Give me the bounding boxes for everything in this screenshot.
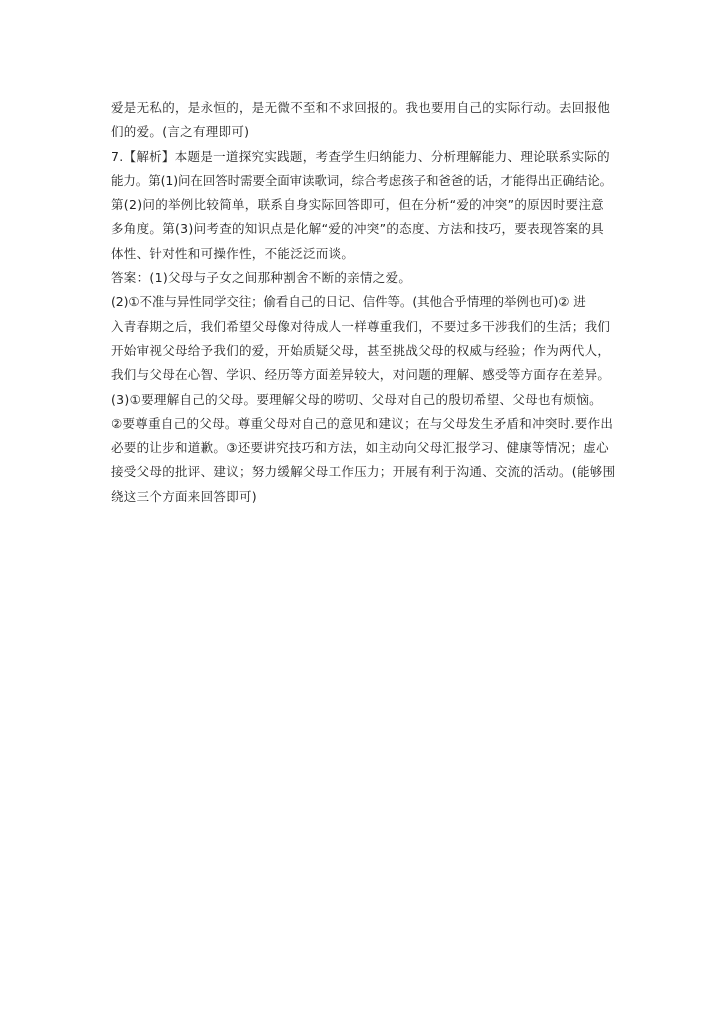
text-line-17: 绕这三个方面来回答即可)	[111, 488, 257, 504]
text-line-2: 们的爱。(言之有理即可)	[111, 124, 250, 140]
text-line-9: (2)①不准与异性同学交往；偷看自己的日记、信件等。(其他合乎情理的举例也可)② 进	[111, 294, 586, 310]
text-line-7: 体性、针对性和可操作性，不能泛泛而谈。	[111, 245, 355, 261]
text-line-3: 7.【解析】本题是一道探究实践题，考查学生归纳能力、分析理解能力、理论联系实际的	[111, 148, 610, 164]
text-line-14: ②要尊重自己的父母。尊重父母对自己的意见和建议；在与父母发生矛盾和冲突时.要作出	[111, 415, 614, 431]
text-line-6: 多角度。第(3)问考查的知识点是化解“爱的冲突”的态度、方法和技巧，要表现答案的具	[111, 221, 604, 237]
text-line-16: 接受父母的批评、建议；努力缓解父母工作压力；开展有利于沟通、交流的活动。(能够围	[111, 464, 616, 480]
text-line-11: 开始审视父母给予我们的爱，开始质疑父母，甚至挑战父母的权威与经验；作为两代人，	[111, 342, 611, 358]
answer-text-block	[111, 96, 621, 509]
text-line-8: 答案：(1)父母与子女之间那种割舍不断的亲情之爱。	[111, 270, 412, 286]
text-line-5: 第(2)问的举例比较简单，联系自身实际回答即可，但在分析“爱的冲突”的原因时要注意	[111, 197, 604, 213]
text-line-4: 能力。第(1)问在回答时需要全面审读歌词，综合考虑孩子和爸爸的话，才能得出正确结论。	[111, 172, 613, 188]
text-line-15: 必要的让步和道歉。③还要讲究技巧和方法，如主动向父母汇报学习、健康等情况；虚心	[111, 440, 609, 456]
text-line-1: 爱是无私的，是永恒的，是无微不至和不求回报的。我也要用自己的实际行动。去回报他	[111, 100, 611, 115]
text-line-10: 入青春期之后，我们希望父母像对待成人一样尊重我们，不要过多干涉我们的生活；我们	[111, 318, 611, 334]
text-line-13: (3)①要理解自己的父母。要理解父母的唠叨、父母对自己的殷切希望、父母也有烦恼。	[111, 391, 602, 407]
text-line-12: 我们与父母在心智、学识、经历等方面差异较大，对问题的理解、感受等方面存在差异。	[111, 367, 611, 383]
